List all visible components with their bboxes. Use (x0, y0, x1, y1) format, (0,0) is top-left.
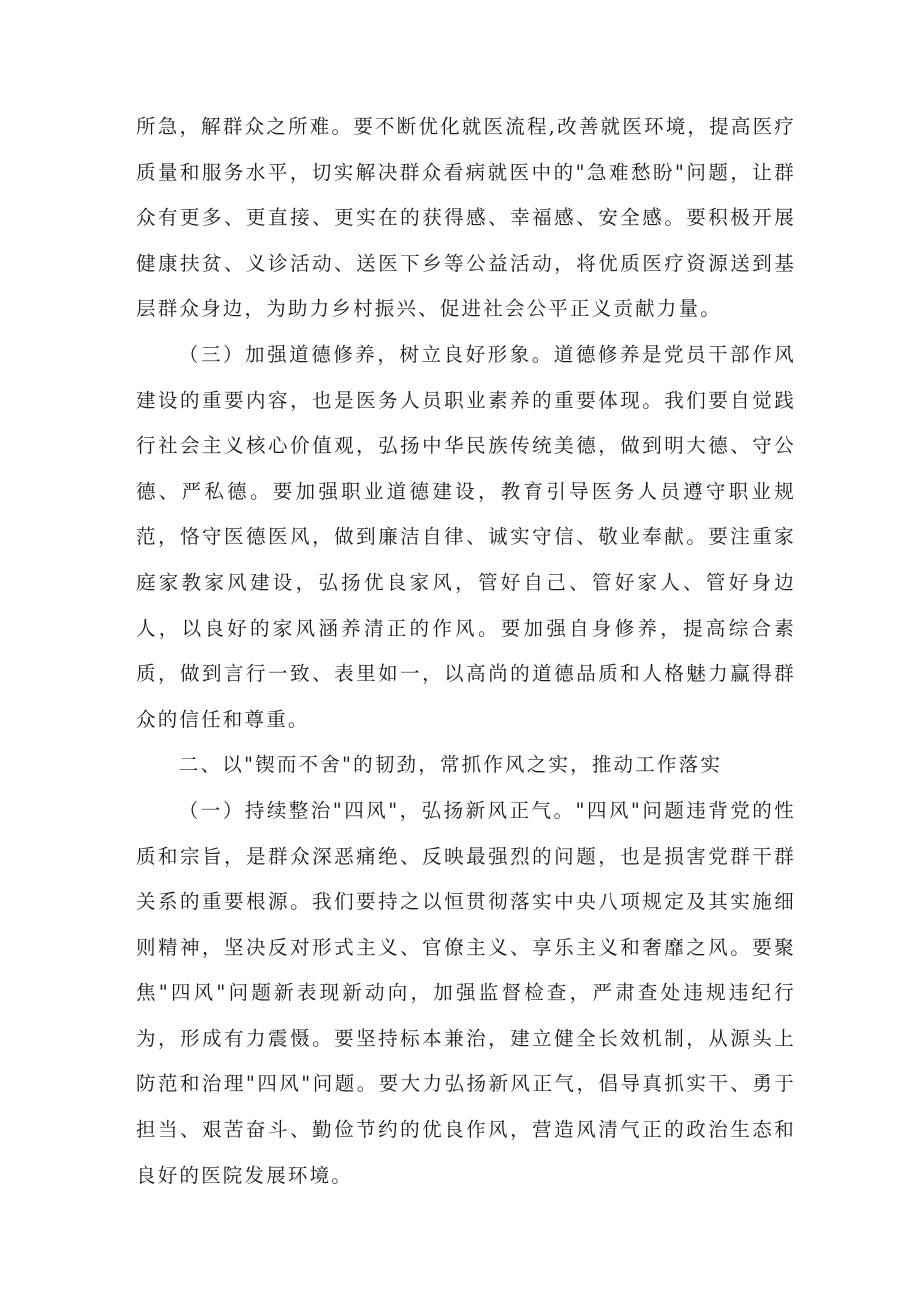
paragraph-continuation: 所急，解群众之所难。要不断优化就医流程,改善就医环境，提高医疗质量和服务水平，切实解决群众看病就医中的"急难愁盼"问题，让群众有更多、更直接、更实在的获得感、幸福感、安全感。要积极开展健康扶贫、义诊活动、送医下乡等公益活动，将优质医疗资源送到基层群众身边，为助力乡村振兴、促进社会公平正义贡献力量。 (136, 115, 796, 321)
paragraph-section-three: （三）加强道德修养，树立良好形象。道德修养是党员干部作风建设的重要内容，也是医务人员职业素养的重要体现。我们要自觉践行社会主义核心价值观，弘扬中华民族传统美德，做到明大德、守公德、严私德。要加强职业道德建设，教育引导医务人员遵守职业规范，恪守医德医风，做到廉洁自律、诚实守信、敬业奉献。要注重家庭家教家风建设，弘扬优良家风，管好自己、管好家人、管好身边人，以良好的家风涵养清正的作风。要加强自身修养，提高综合素质，做到言行一致、表里如一，以高尚的道德品质和人格魅力赢得群众的信任和尊重。 (136, 342, 796, 731)
section-heading-two: 二、以"锲而不舍"的韧劲，常抓作风之实，推动工作落实 (178, 753, 723, 777)
document-body (136, 104, 796, 1198)
paragraph-subsection-one: （一）持续整治"四风"，弘扬新风正气。"四风"问题违背党的性质和宗旨，是群众深恶痛绝、反映最强烈的问题，也是损害党群干群关系的重要根源。我们要持之以恒贯彻落实中央八项规定及其实施细则精神，坚决反对形式主义、官僚主义、享乐主义和奢靡之风。要聚焦"四风"问题新表现新动向，加强监督检查，严肃查处违规违纪行为，形成有力震慑。要坚持标本兼治，建立健全长效机制，从源头上防范和治理"四风"问题。要大力弘扬新风正气，倡导真抓实干、勇于担当、艰苦奋斗、勤俭节约的优良作风，营造风清气正的政治生态和良好的医院发展环境。 (136, 798, 796, 1187)
